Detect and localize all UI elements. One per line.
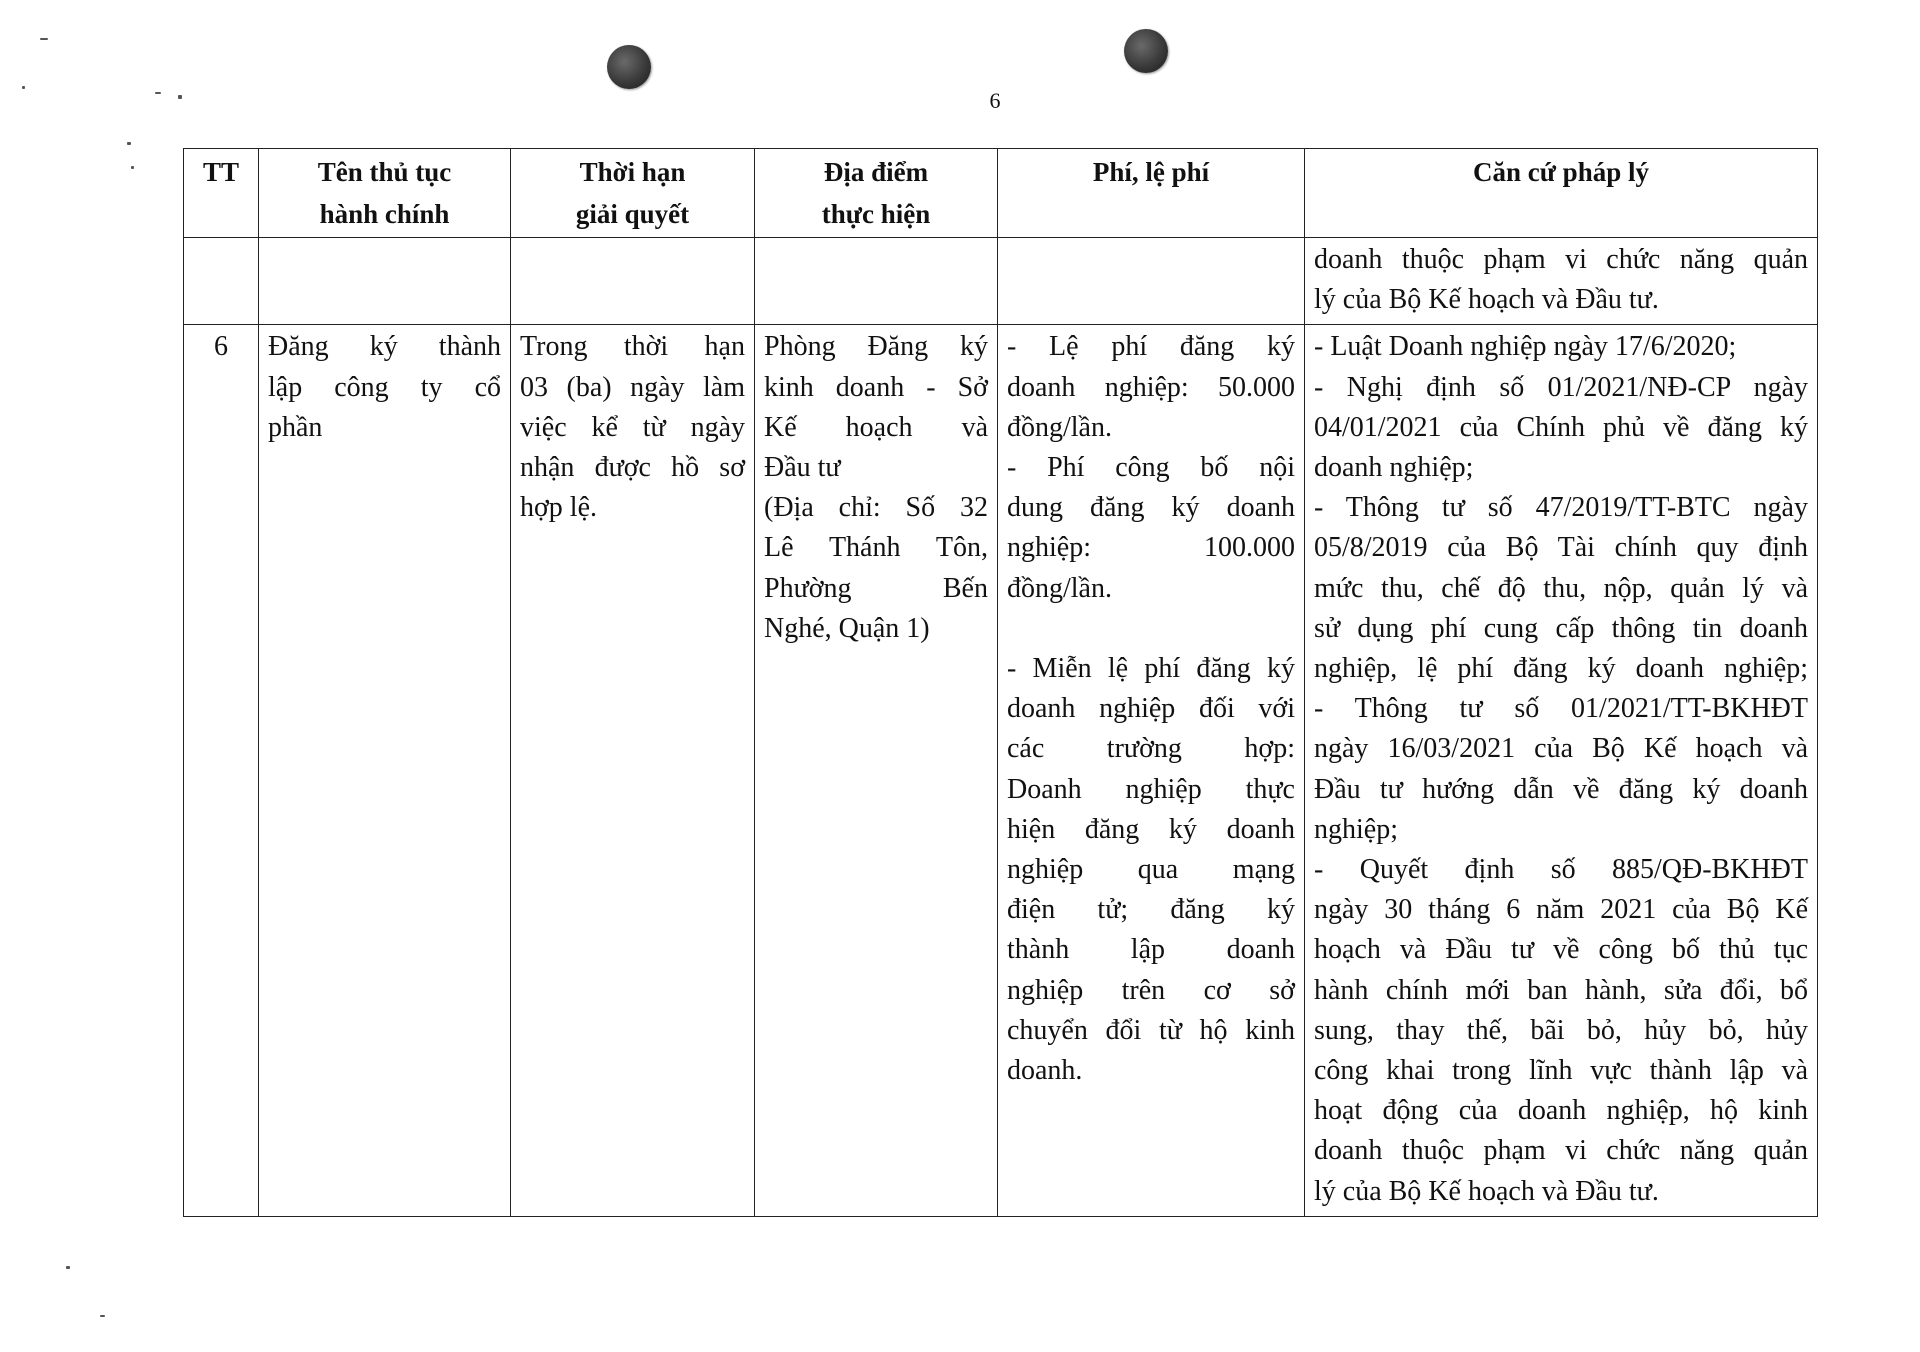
cell-tt: 6 <box>184 325 259 1216</box>
procedures-table <box>183 148 1818 1217</box>
blank-line <box>1007 609 1295 649</box>
cell-empty <box>184 238 259 325</box>
table-row <box>184 325 1818 1216</box>
header-deadline: Thời hạn giải quyết <box>511 149 755 238</box>
cell-deadline: Trong thời hạn 03 (ba) ngày làm việc kể từ ngày nhận được hồ sơ hợp lệ. <box>511 325 755 1216</box>
cell-procedure-name: Đăng ký thành lập công ty cổ phần <box>259 325 511 1216</box>
cell-empty <box>755 238 998 325</box>
scan-speck <box>22 86 25 89</box>
cell-fees: - Lệ phí đăng ký doanh nghiệp: 50.000 đồng/lần. - Phí công bố nội dung đăng ký doanh nghiệp: 100.000 đồng/lần. - Miễn lệ phí đăng ký doanh nghiệp đối với các trường hợp: Doanh nghiệp thực hiện đăng ký doanh nghiệp qua mạng điện tử; đăng ký thành lập doanh nghiệp trên cơ sở chuyển đổi từ hộ kinh doanh. <box>998 325 1305 1216</box>
cell-empty <box>511 238 755 325</box>
cell-legal-basis-continued: doanh thuộc phạm vi chức năng quản lý của Bộ Kế hoạch và Đầu tư. <box>1305 238 1818 325</box>
header-tt: TT <box>184 149 259 238</box>
scan-speck <box>131 166 134 169</box>
table-header-row <box>184 149 1818 238</box>
header-legal-basis: Căn cứ pháp lý <box>1305 149 1818 238</box>
header-fees: Phí, lệ phí <box>998 149 1305 238</box>
header-location: Địa điểm thực hiện <box>755 149 998 238</box>
scan-speck <box>178 95 182 99</box>
punch-hole-left <box>607 45 651 89</box>
cell-empty <box>259 238 511 325</box>
scan-speck <box>40 38 48 40</box>
scan-speck <box>66 1266 70 1269</box>
scan-speck <box>155 92 161 94</box>
table-row-continuation <box>184 238 1818 325</box>
cell-location: Phòng Đăng ký kinh doanh - Sở Kế hoạch và Đầu tư (Địa chỉ: Số 32 Lê Thánh Tôn, Phường Bến Nghé, Quận 1) <box>755 325 998 1216</box>
header-procedure-name: Tên thủ tục hành chính <box>259 149 511 238</box>
punch-hole-right <box>1124 29 1168 73</box>
cell-empty <box>998 238 1305 325</box>
scan-speck <box>127 142 131 145</box>
scan-speck <box>100 1315 105 1317</box>
page-number: 6 <box>989 88 1001 113</box>
cell-legal-basis: - Luật Doanh nghiệp ngày 17/6/2020; - Nghị định số 01/2021/NĐ-CP ngày 04/01/2021 của Chính phủ về đăng ký doanh nghiệp; - Thông tư số 47/2019/TT-BTC ngày 05/8/2019 của Bộ Tài chính quy định mức thu, chế độ thu, nộp, quản lý và sử dụng phí cung cấp thông tin doanh nghiệp, lệ phí đăng ký doanh nghiệp; - Thông tư số 01/2021/TT-BKHĐT ngày 16/03/2021 của Bộ Kế hoạch và Đầu tư hướng dẫn về đăng ký doanh nghiệp; - Quyết định số 885/QĐ-BKHĐT ngày 30 tháng 6 năm 2021 của Bộ Kế hoạch và Đầu tư về công bố thủ tục hành chính mới ban hành, sửa đổi, bổ sung, thay thế, bãi bỏ, hủy bỏ, hủy công khai trong lĩnh vực thành lập và hoạt động của doanh nghiệp, hộ kinh doanh thuộc phạm vi chức năng quản lý của Bộ Kế hoạch và Đầu tư. <box>1305 325 1818 1216</box>
